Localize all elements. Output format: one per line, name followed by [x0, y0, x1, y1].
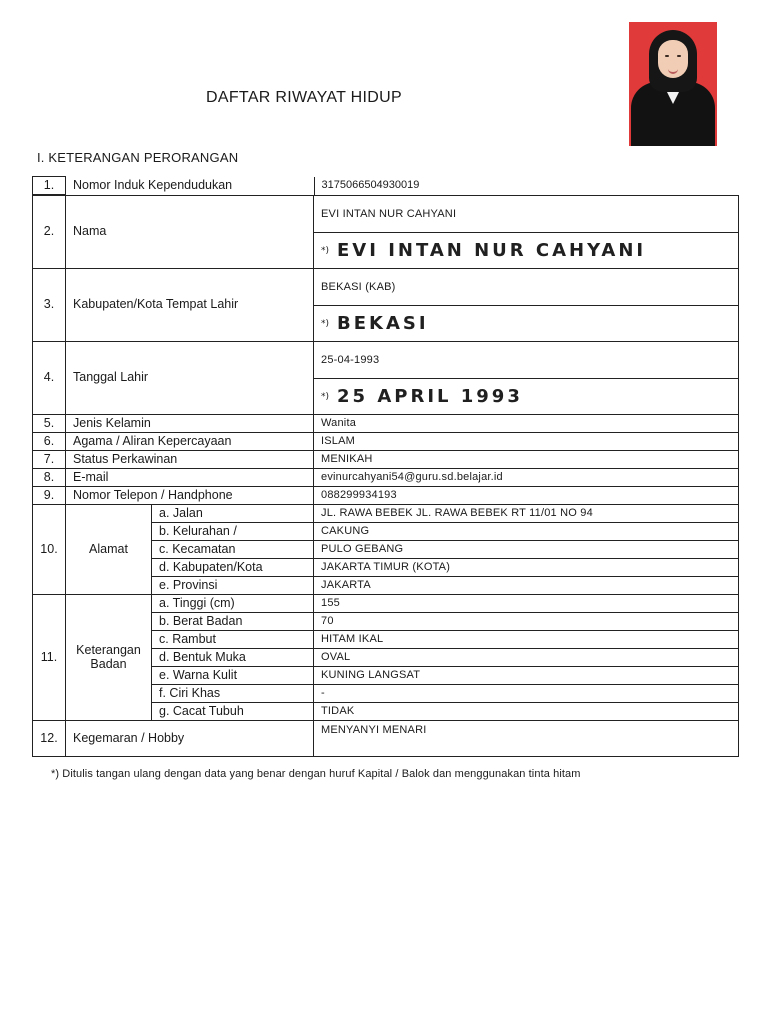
sub-value: JAKARTA [314, 577, 739, 595]
sub-label: b. Kelurahan / [152, 523, 314, 541]
row-label: Tanggal Lahir [66, 342, 314, 415]
section-title: I. KETERANGAN PERORANGAN [37, 150, 239, 165]
row-number: 1. [33, 177, 66, 195]
row-label: Nomor Telepon / Handphone [66, 487, 314, 505]
table-row-status-perkawinan [33, 451, 739, 469]
table-row-alamat [33, 505, 739, 523]
row-value: BEKASI (KAB) [314, 269, 739, 306]
sub-value: 70 [314, 613, 739, 631]
handwritten-mark: *) [321, 245, 330, 256]
sub-value: JL. RAWA BEBEK JL. RAWA BEBEK RT 11/01 NO 94 [314, 505, 739, 523]
handwritten-value: 25 APRIL 1993 [337, 385, 523, 407]
row-value: evinurcahyani54@guru.sd.belajar.id [314, 469, 739, 487]
row-label: Jenis Kelamin [66, 415, 314, 433]
sub-value: 155 [314, 595, 739, 613]
table-row-nama [33, 196, 739, 233]
sub-label: c. Kecamatan [152, 541, 314, 559]
row-value: MENIKAH [314, 451, 739, 469]
row-label: Status Perkawinan [66, 451, 314, 469]
handwritten-mark: *) [321, 391, 330, 402]
sub-label: f. Ciri Khas [152, 685, 314, 703]
table-row-keterangan-badan [33, 595, 739, 613]
row-value: MENYANYI MENARI [314, 721, 739, 757]
row-label: E-mail [66, 469, 314, 487]
row-number: 5. [33, 415, 66, 433]
row-label: Alamat [66, 505, 152, 595]
sub-value: JAKARTA TIMUR (KOTA) [314, 559, 739, 577]
handwritten-field [314, 379, 739, 415]
sub-value: PULO GEBANG [314, 541, 739, 559]
row-label: Nomor Induk Kependudukan [66, 177, 314, 195]
sub-label: e. Warna Kulit [152, 667, 314, 685]
sub-label: e. Provinsi [152, 577, 314, 595]
row-number: 7. [33, 451, 66, 469]
row-label [66, 595, 152, 721]
row-number: 8. [33, 469, 66, 487]
row-label-line1: Keterangan [76, 642, 141, 657]
sub-label: d. Kabupaten/Kota [152, 559, 314, 577]
sub-value: TIDAK [314, 703, 739, 721]
sub-label: c. Rambut [152, 631, 314, 649]
row-label-line2: Badan [90, 656, 127, 671]
row-number: 12. [33, 721, 66, 757]
handwritten-value: EVI INTAN NUR CAHYANI [337, 239, 647, 261]
sub-label: g. Cacat Tubuh [152, 703, 314, 721]
table-row-nik [33, 177, 739, 195]
personal-data-table-main [32, 195, 739, 757]
row-value: EVI INTAN NUR CAHYANI [314, 196, 739, 233]
sub-value: - [314, 685, 739, 703]
sub-label: b. Berat Badan [152, 613, 314, 631]
table-row-jenis-kelamin [33, 415, 739, 433]
sub-value: CAKUNG [314, 523, 739, 541]
row-number: 4. [33, 342, 66, 415]
handwritten-value: BEKASI [337, 312, 429, 334]
row-label: Kegemaran / Hobby [66, 721, 314, 757]
table-row-agama [33, 433, 739, 451]
sub-label: a. Tinggi (cm) [152, 595, 314, 613]
row-number: 11. [33, 595, 66, 721]
footnote: *) Ditulis tangan ulang dengan data yang benar dengan huruf Kapital / Balok dan menggunakan tinta hitam [51, 768, 581, 780]
sub-label: a. Jalan [152, 505, 314, 523]
handwritten-field [314, 233, 739, 269]
row-value: 25-04-1993 [314, 342, 739, 379]
handwritten-mark: *) [321, 318, 330, 329]
table-row-email [33, 469, 739, 487]
row-number: 10. [33, 505, 66, 595]
photo-eye-right [677, 55, 681, 57]
row-number: 9. [33, 487, 66, 505]
row-value: Wanita [314, 415, 739, 433]
row-number: 2. [33, 196, 66, 269]
table-row-telepon [33, 487, 739, 505]
table-row-tempat-lahir [33, 269, 739, 306]
sub-value: OVAL [314, 649, 739, 667]
row-label: Nama [66, 196, 314, 269]
row-number: 3. [33, 269, 66, 342]
sub-value: HITAM IKAL [314, 631, 739, 649]
sub-label: d. Bentuk Muka [152, 649, 314, 667]
document-title: DAFTAR RIWAYAT HIDUP [206, 89, 402, 106]
row-value: ISLAM [314, 433, 739, 451]
sub-value: KUNING LANGSAT [314, 667, 739, 685]
row-label: Kabupaten/Kota Tempat Lahir [66, 269, 314, 342]
handwritten-field [314, 306, 739, 342]
personal-data-table [32, 176, 739, 195]
row-value: 088299934193 [314, 487, 739, 505]
row-value: 3175066504930019 [321, 179, 420, 192]
photo-eye-left [665, 55, 669, 57]
row-label: Agama / Aliran Kepercayaan [66, 433, 314, 451]
table-row-hobby [33, 721, 739, 757]
profile-photo [629, 22, 717, 146]
table-row-tanggal-lahir [33, 342, 739, 379]
row-number: 6. [33, 433, 66, 451]
